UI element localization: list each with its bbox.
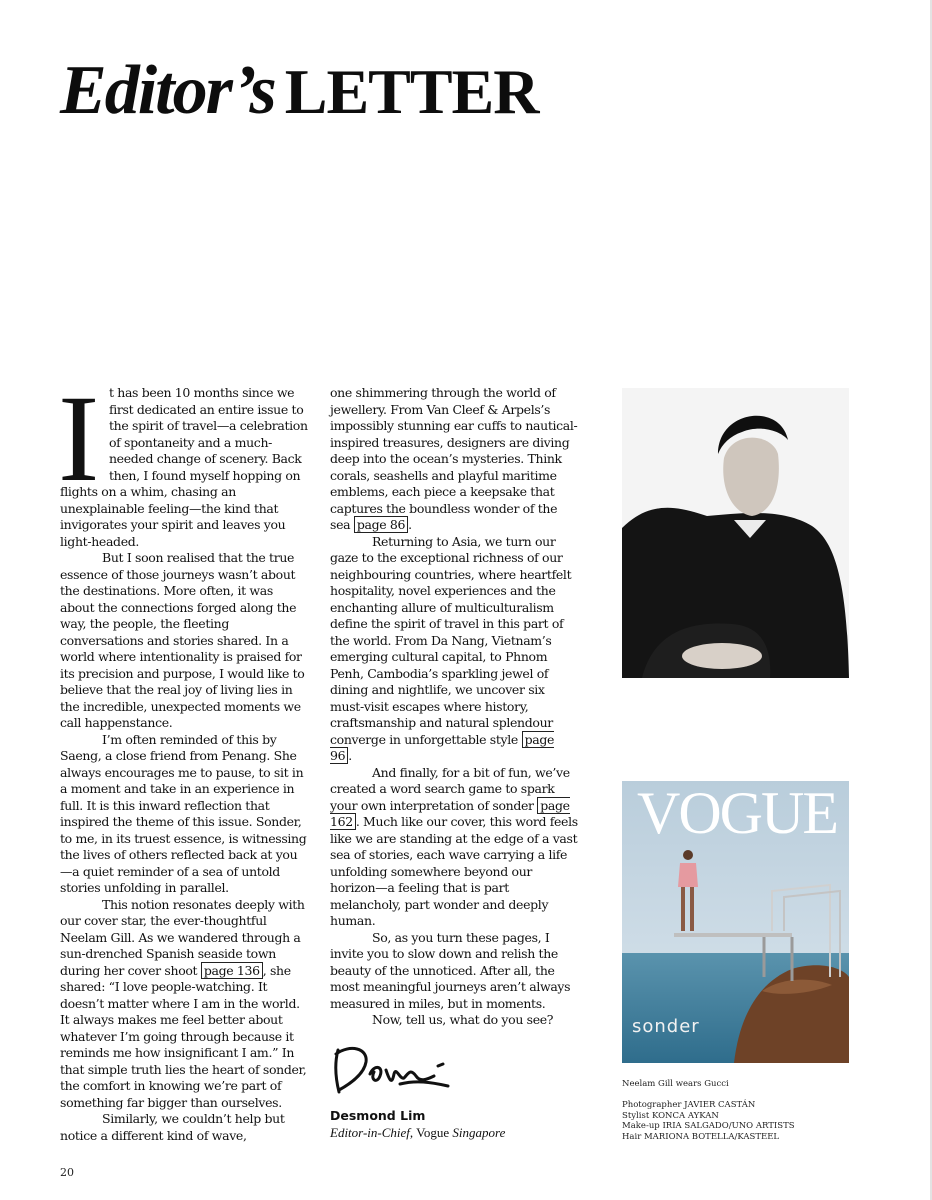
title-italic: Editor’s (60, 52, 275, 129)
letter-paragraph-3: I’m often reminded of this by Saeng, a close friend from Penang. She always encourages me to pause, to sit in a moment and take in an experience in full. It is this inward reflection that inspired the theme of this issue. Sonder, to me, in its truest essence, is witnessing the lives of others reflected back at you—a quiet reminder of a sea of untold stories unfolding in parallel. (60, 731, 307, 895)
page-reference: page 162 (330, 797, 570, 829)
letter-column-left (58, 370, 308, 1144)
role-title: Editor-in-Chief, (330, 1125, 414, 1140)
paragraph-text: Returning to Asia, we turn our gaze to the exceptional richness of our neighbouring countries, where heartfelt hospitality, novel experiences and the enchanting allure of multiculturalism define the spirit of travel in this part of the world. From Da Nang, Vietnam’s emerging cultural capital, to Phnom Penh, Cambodia’s sparkling jewel of dining and nightlife, we uncover six must-visit escapes where history, craftsmanship and natural splendour converge in unforgettable style (330, 533, 572, 747)
signature-role (330, 1125, 570, 1141)
paragraph-text: t has been 10 months since we first dedicated an entire issue to the spirit of travel—a celebration of spontaneity and a much-needed change of scenery. Back then, I found myself hopping on flights on a whim, chasing an unexplainable feeling—the kind that invigorates your spirit and leaves you light-headed. (60, 385, 308, 549)
paragraph-text: And finally, for a bit of fun, we’ve created a word search game to spark your own interpretation of sonder (330, 764, 570, 813)
paragraph-text: . (348, 748, 352, 763)
page-reference: page 96 (330, 731, 555, 763)
drop-cap: I (58, 370, 99, 507)
paragraph-text: . (408, 517, 412, 532)
role-brand: Vogue (416, 1125, 450, 1140)
letter-paragraph-6 (330, 385, 578, 534)
paragraph-text: This notion resonates deeply with our cover star, the ever-thoughtful Neelam Gill. As we wandered through a sun-drenched Spanish seaside town during her cover shoot (60, 896, 305, 978)
paragraph-text: one shimmering through the world of jewellery. From Van Cleef & Arpels’s impossibly stunning ear cuffs to nautical-inspired treasures, designers are diving deep into the ocean’s mysteries. Think corals, seashells and playful maritime emblems, each piece a keepsake that captures the boundless wonder of the sea (330, 385, 578, 532)
paragraph-text: . Much like our cover, this word feels like we are standing at the edge of a vast sea of stories, each wave carrying a life unfolding somewhere beyond our horizon—a feeling that is part melancholy, part wonder and deeply human. (330, 814, 578, 928)
credit-line: Stylist KONCA AYKAN (622, 1110, 719, 1121)
portrait-illustration (622, 388, 849, 678)
page-reference: page 136 (201, 962, 263, 979)
letter-paragraph-9: So, as you turn these pages, I invite you to slow down and relish the beauty of the unnoticed. After all, the most meaningful journeys aren’t always measured in miles, but in moments. (330, 929, 571, 1011)
letter-paragraph-4 (60, 897, 308, 1112)
photo-caption: Neelam Gill wears Gucci (622, 1079, 729, 1089)
vogue-cover-image (622, 781, 849, 1063)
editor-portrait-photo (622, 388, 849, 678)
page-reference: page 86 (354, 516, 408, 533)
credit-line: Photographer JAVIER CASTÁN (622, 1100, 756, 1110)
letter-paragraph-1 (58, 370, 308, 550)
credit-line: Make-up IRIA SALGADO/UNO ARTISTS (622, 1121, 795, 1131)
cover-masthead: VOGUE (637, 781, 837, 846)
cover-word: sonder (632, 1016, 700, 1037)
letter-paragraph-2: But I soon realised that the true essence of those journeys wasn’t about the destinations. More often, it was about the connections forged along the way, the people, the fleeting conversations and stories shared. In a world where intentionality is praised for its precision and purpose, I would like to believe that the real joy of living lies in the incredible, unexpected moments we call happenstance. (60, 550, 305, 730)
letter-column-right (330, 385, 578, 1029)
letter-paragraph-10: Now, tell us, what do you see? (372, 1012, 554, 1027)
letter-paragraph-8 (330, 765, 578, 930)
letter-paragraph-5: Similarly, we couldn’t help but notice a different kind of wave, (60, 1111, 285, 1143)
credit-line: Hair MARIONA BOTELLA/KASTEEL (622, 1131, 780, 1142)
role-edition: Singapore (452, 1125, 506, 1140)
signature-image (330, 1040, 452, 1098)
signature-block (330, 1040, 570, 1141)
photo-credits (622, 1100, 795, 1142)
paragraph-text: , she shared: “I love people-watching. It doesn’t matter where I am in the world. It always makes me feel better about whatever I’m going through because it reminds me how insignificant I am.” In that simple truth lies the heart of sonder, the comfort in knowing we’re part of something far bigger than ourselves. (60, 962, 307, 1110)
signature-name: Desmond Lim (330, 1108, 426, 1123)
page-number: 20 (60, 1166, 74, 1179)
page-title (60, 52, 539, 129)
letter-paragraph-7 (330, 534, 578, 765)
title-caps: LETTER (284, 56, 539, 127)
